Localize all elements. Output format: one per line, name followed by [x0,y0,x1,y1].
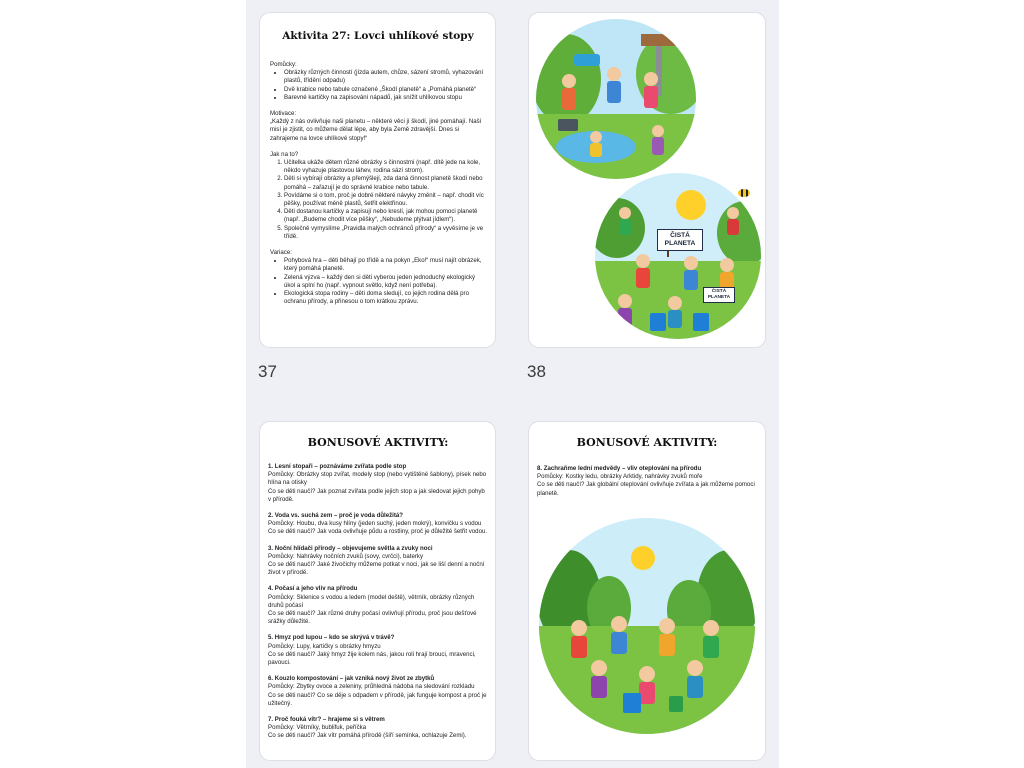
bonus-activity-list [268,463,488,741]
clean-planet-illustration [595,173,761,339]
page-39 [259,421,496,761]
list-item: 2. Děti si vybírají obrázky a přemýšlejí, zda daná činnost planetě škodí nebo pomáhá – zařazují je do správné krabice nebo tabule. [284,175,486,191]
list-item: 5. Společně vymyslíme „Pravidla malých ochránců přírody“ a vyvěsíme je ve třídě. [284,225,486,241]
page-number-37: 37 [258,362,277,381]
activity-body [270,61,486,306]
list-item: • Dvě krabice nebo tabule označené „Škodí planetě“ a „Pomáhá planetě“ [284,86,486,94]
bonus-activity: 7. Proč fouká vítr? – hrajeme si s větrem Pomůcky: Větrníky, bublifuk, peříčka Co se děti naučí? Jak vítr pomáhá přírodě (šíří semínka, ochlazuje Zemi). [268,716,467,740]
bonus-activity: 2. Voda vs. suchá zem – proč je voda důležitá? Pomůcky: Houbu, dva kusy hlíny (jeden suchý, jeden mokrý), konvičku s vodou Co se děti naučí? Jak voda ovlivňuje půdu a rostliny, proč je důležité šetřit vodou. [268,512,488,536]
bonus-activity: 1. Lesní stopaři – poznáváme zvířata podle stop Pomůcky: Obrázky stop zvířat, modely stop (nebo vytištěné šablony), písek nebo hlína na otisky Co se děti naučí? Jak poznat zvířata podle jejich stop a jak sledovat jejich pohyb v přírodě. [268,463,487,503]
list-item: • Zelená výzva – každý den si děti vyberou jeden jednoduchý ekologický úkol a splní ho (např. vypnout světlo, když není potřeba). [284,274,486,290]
kids-planting-trees-illustration [539,518,755,734]
list-item: 4. Děti dostanou kartičky a zapisují nebo kreslí, jak mohou pomoci planetě (např. „Budeme chodit více pěšky“, „Nebudeme plýtvat jídlem“). [284,208,486,224]
motivation-heading: Motivace: [270,110,297,118]
list-item: • Ekologická stopa rodiny – děti doma sledují, co jejich rodina dělá pro ochranu přírody, a přinesou o tom krátkou zprávu. [284,290,486,306]
page-title: BONUSOVÉ AKTIVITY: [307,436,449,449]
list-item: 1. Učitelka ukáže dětem různé obrázky s činnostmi (např. dítě jede na kole, někdo vyhazuje plastovou láhev, rodina sází strom). [284,159,486,175]
bonus-activity: 6. Kouzlo kompostování – jak vzniká nový život ze zbytků Pomůcky: Zbytky ovoce a zeleniny, průhledná nádoba na sledování rozkladu Co se děti naučí? Co se děje s odpadem v přírodě, jak funguje kompost a proč je užitečný. [268,675,487,707]
howto-list [270,159,486,241]
page-38 [528,12,766,348]
howto-heading: Jak na to? [270,150,299,158]
page-40 [528,421,766,761]
list-item: 3. Povídáme si o tom, proč je dobré některé návyky změnit – např. chodit víc pěšky, používat méně plastů, šetřit elektřinou. [284,192,486,208]
sign-clean-planet-left: ČISTÁ PLANETA [657,229,703,251]
materials-heading: Pomůcky: [270,61,297,68]
variations-list [270,257,486,306]
list-item: • Pohybová hra – děti běhají po třídě a na pokyn „Eko!“ musí najít obrázek, který pomáhá planetě. [284,257,486,273]
materials-list [270,69,486,102]
bonus-activity: 8. Zachraňme lední medvědy – vliv oteplování na přírodu Pomůcky: Kostky ledu, obrázky Arktidy, nahrávky zvuků moře Co se děti naučí? Jak globální oteplování ovlivňuje zvířata a jak můžeme pomoci planetě. [537,465,755,497]
bonus-activity: 4. Počasí a jeho vliv na přírodu Pomůcky: Sklenice s vodou a ledem (model deště), větrník, obrázky různých druhů počasí Co se děti naučí? Jak různé druhy počasí ovlivňují přírodu, proč jsou dešťové srážky důležité. [268,585,477,626]
variations-heading: Variace: [270,249,292,257]
kids-watering-illustration [536,19,696,179]
page-37 [259,12,496,348]
sign-clean-planet-right: ČISTÁ PLANETA [703,287,735,303]
list-item: • Barevné kartičky na zapisování nápadů, jak snížit uhlíkovou stopu [284,94,486,102]
bonus-activity: 3. Noční hlídači přírody – objevujeme světla a zvuky noci Pomůcky: Nahrávky nočních zvuků (sovy, cvrčci), baterky Co se děti naučí? Jaké živočichy můžeme potkat v noci, jak se liší denní a noční život v přírodě. [268,544,485,577]
list-item: • Obrázky různých činností (jízda autem, chůze, sázení stromů, vyhazování plastů, třídění odpadu) [284,69,486,85]
bee-icon [738,189,750,197]
document-viewer[interactable] [246,0,779,768]
page-title: BONUSOVÉ AKTIVITY: [576,436,718,449]
page-number-38: 38 [527,362,546,381]
motivation-text: „Každý z nás ovlivňuje naši planetu – některé věci jí škodí, jiné pomáhají. Naší misí je zjistit, co můžeme dělat lépe, aby byla Země zdravější. Dnes si zahrajeme na lovce uhlíkové stopy!“ [270,118,482,142]
page-title: Aktivita 27: Lovci uhlíkové stopy [282,30,474,42]
bonus-activity: 5. Hmyz pod lupou – kdo se skrývá v trávě? Pomůcky: Lupy, kartičky s obrázky hmyzu Co se děti naučí? Jaký hmyz žije kolem nás, jakou roli hrají brouci, mravenci, pavouci. [268,634,476,667]
